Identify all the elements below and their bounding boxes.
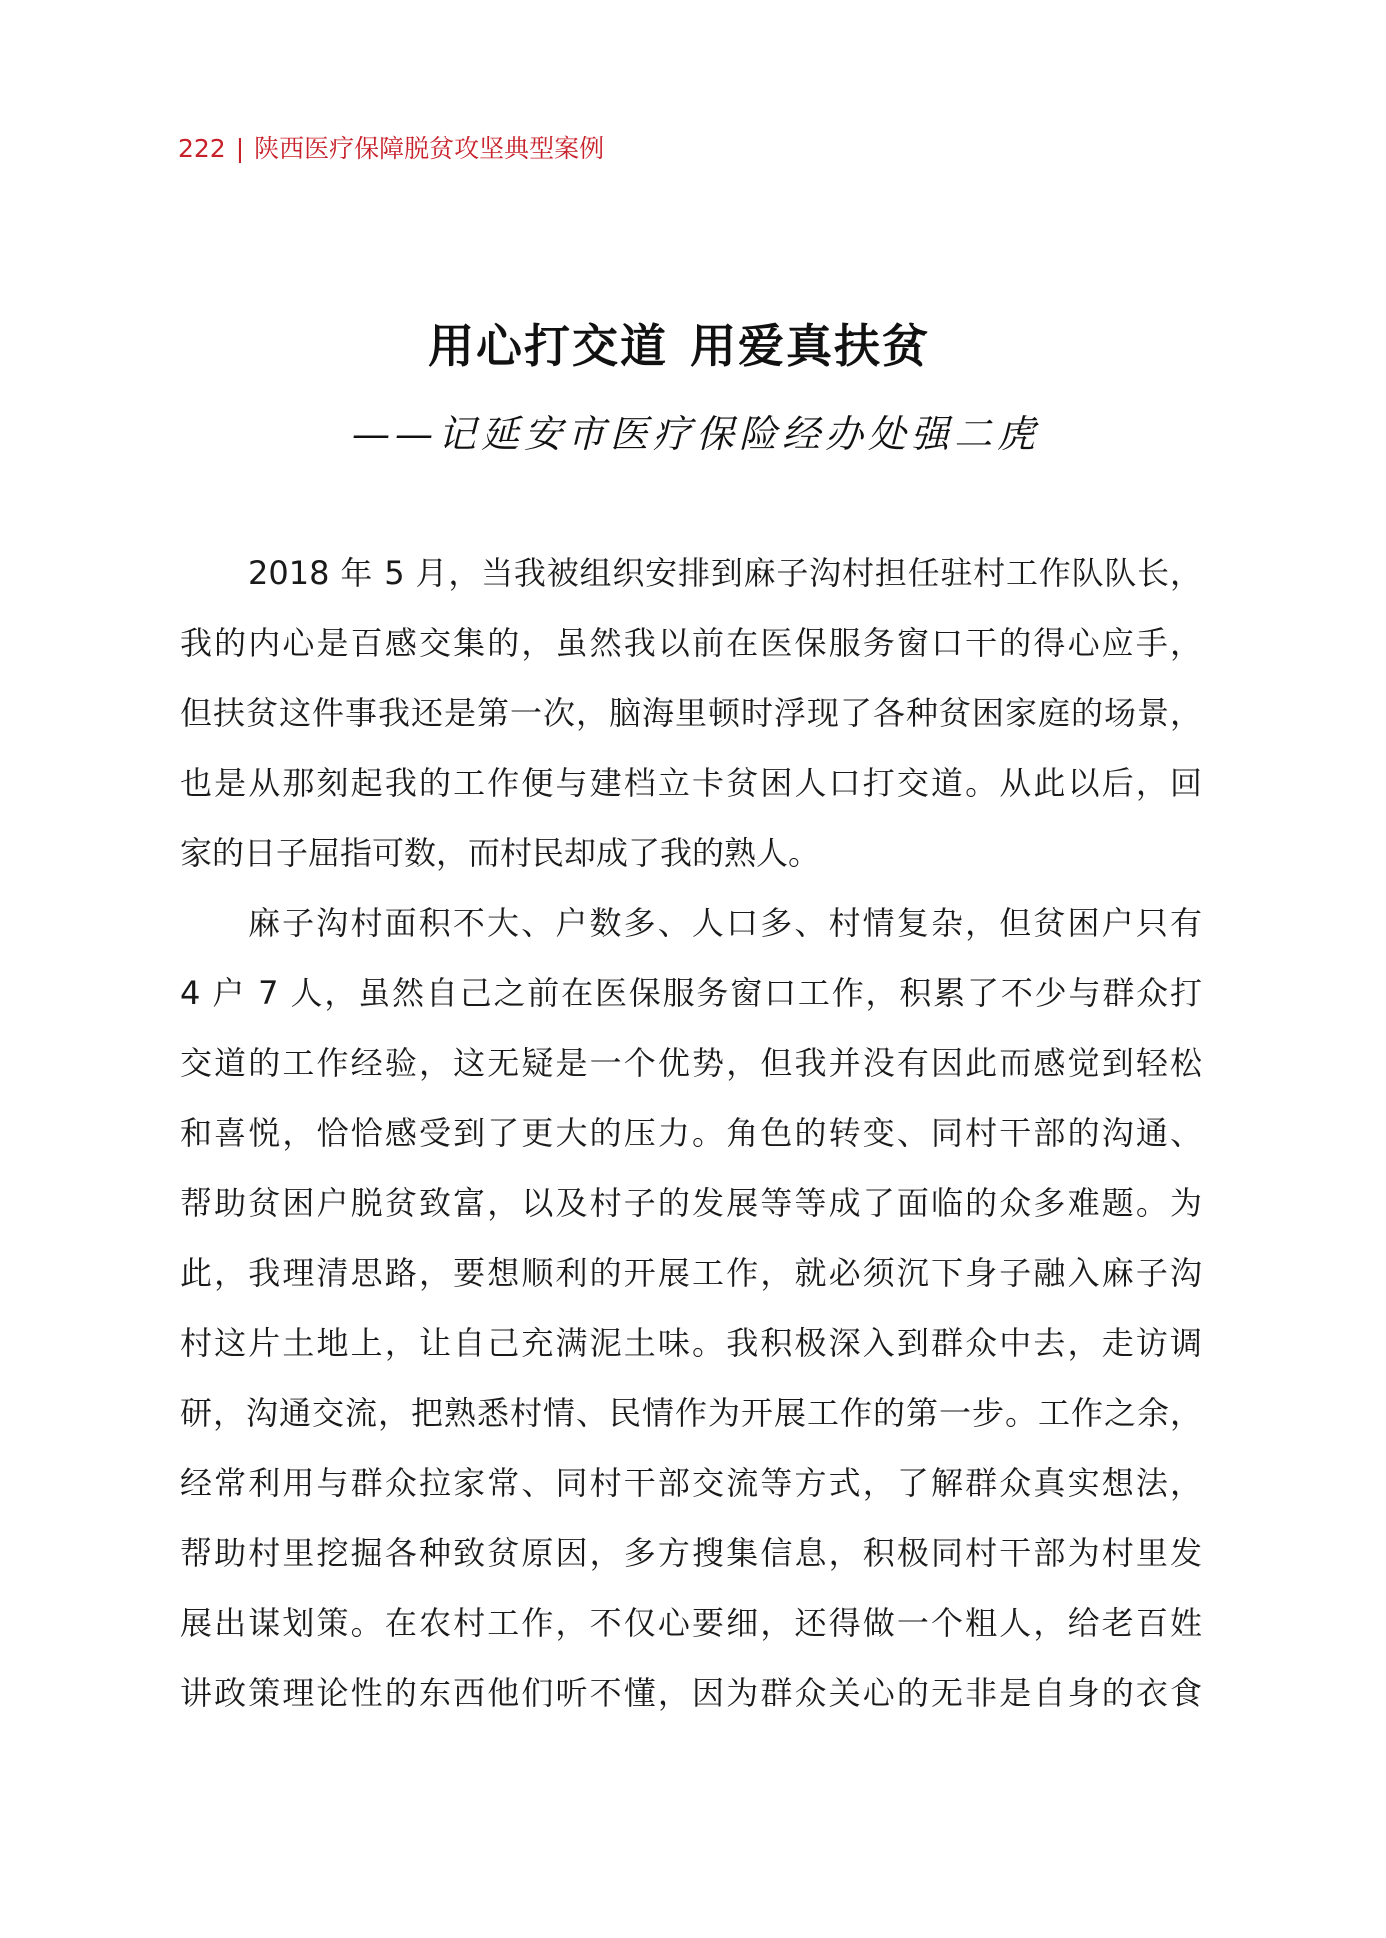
article-body: [180, 538, 1202, 1728]
running-header: [178, 132, 604, 166]
text-line: 我的内心是百感交集的，虽然我以前在医保服务窗口干的得心应手，: [180, 624, 1202, 662]
page-number: 222: [178, 134, 226, 163]
text-line: 2018 年 5 月，当我被组织安排到麻子沟村担任驻村工作队队长，: [248, 554, 1202, 592]
text-line: 研，沟通交流，把熟悉村情、民情作为开展工作的第一步。工作之余，: [180, 1394, 1202, 1432]
text-line: 此，我理清思路，要想顺利的开展工作，就必须沉下身子融入麻子沟: [180, 1254, 1202, 1292]
text-line: 和喜悦，恰恰感受到了更大的压力。角色的转变、同村干部的沟通、: [180, 1114, 1202, 1152]
paragraph-1: [180, 538, 1202, 888]
text-line: 4 户 7 人，虽然自己之前在医保服务窗口工作，积累了不少与群众打: [180, 974, 1202, 1012]
book-title: 陕西医疗保障脱贫攻坚典型案例: [254, 134, 605, 163]
text-line: 讲政策理论性的东西他们听不懂，因为群众关心的无非是自身的衣食: [180, 1674, 1202, 1712]
text-line: 帮助村里挖掘各种致贫原因，多方搜集信息，积极同村干部为村里发: [180, 1534, 1202, 1572]
text-line: 家的日子屈指可数，而村民却成了我的熟人。: [180, 834, 821, 872]
article-title: [428, 318, 930, 374]
text-line: 也是从那刻起我的工作便与建档立卡贫困人口打交道。从此以后，回: [180, 764, 1202, 802]
article-subtitle: ——记延安市医疗保险经办处强二虎: [352, 412, 1041, 456]
paragraph-2: [180, 888, 1202, 1728]
text-line: 麻子沟村面积不大、户数多、人口多、村情复杂，但贫困户只有: [248, 904, 1202, 942]
text-line: 交道的工作经验，这无疑是一个优势，但我并没有因此而感觉到轻松: [180, 1044, 1202, 1082]
text-line: 展出谋划策。在农村工作，不仅心要细，还得做一个粗人，给老百姓: [180, 1604, 1202, 1642]
article-title-part1: 用心打交道: [428, 319, 668, 373]
article-title-part2: 用爱真扶贫: [690, 319, 930, 373]
text-line: 帮助贫困户脱贫致富，以及村子的发展等等成了面临的众多难题。为: [180, 1184, 1202, 1222]
text-line: 村这片土地上，让自己充满泥土味。我积极深入到群众中去，走访调: [180, 1324, 1202, 1362]
header-separator: |: [235, 134, 245, 163]
text-line: 经常利用与群众拉家常、同村干部交流等方式，了解群众真实想法，: [180, 1464, 1202, 1502]
text-line: 但扶贫这件事我还是第一次，脑海里顿时浮现了各种贫困家庭的场景，: [180, 694, 1202, 732]
